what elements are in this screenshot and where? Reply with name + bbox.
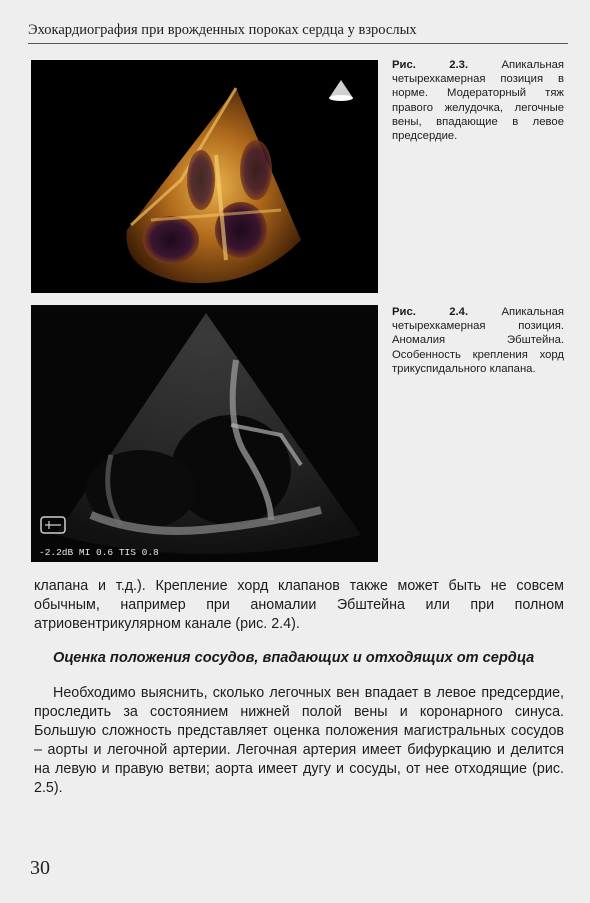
page-number: 30: [30, 857, 50, 879]
figure-2-3-label: Рис. 2.3.: [392, 59, 469, 71]
section-heading: Оценка положения сосудов, впадающих и отходящих от сердца: [53, 650, 535, 666]
running-head: Эхокардиография при врожденных пороках сердца у взрослых: [28, 22, 417, 38]
figure-2-4-label: Рис. 2.4.: [392, 306, 469, 318]
paragraph-continuation: клапана и т.д.). Крепление хорд клапанов также может быть не совсем обычным, например при аномалии Эбштейна или при полном атриовентрикулярном канале (рис. 2.4).: [34, 578, 564, 632]
figure-2-3-caption: [392, 58, 564, 143]
header-rule: [28, 43, 568, 44]
figure-2-3-image: [31, 60, 378, 293]
figure-2-4-caption-text: Апикальная четырехкамерная позиция. Аномалия Эбштейна. Особенность крепления хорд трикуспидального клапана.: [392, 306, 564, 375]
figure-2-3-caption-text: Апикальная четырехкамерная позиция в норме. Модераторный тяж правого желудочка, легочные вены, впадающие в левое предсердие.: [392, 59, 564, 143]
figure-2-4-caption: [392, 305, 564, 376]
figure-2-4-image: [31, 305, 378, 562]
ultrasound-settings-readout: -2.2dB MI 0.6 TIS 0.8: [39, 547, 159, 558]
body-paragraph: Необходимо выяснить, сколько легочных вен впадает в левое предсердие, проследить за состоянием нижней полой вены и коронарного синуса. Большую сложность представляет оценка положения магистральных сосудов – аорты и легочной артерии. Легочная артерия имеет бифуркацию и делится на левую и правую ветви; аорта имеет дугу и сосуды, от нее отходящие (рис. 2.5).: [34, 685, 564, 796]
